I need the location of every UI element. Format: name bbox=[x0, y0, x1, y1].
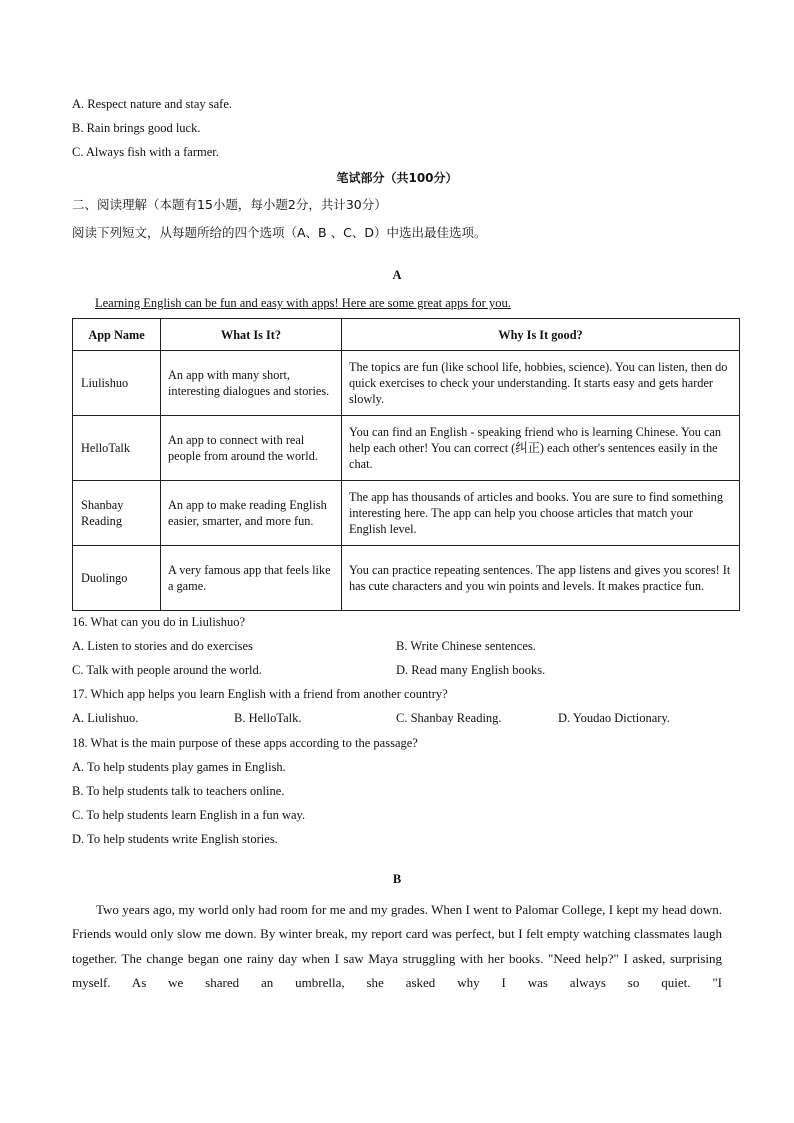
header-why-good: Why Is It good? bbox=[342, 319, 740, 351]
app-what-cell: A very famous app that feels like a game. bbox=[161, 546, 342, 611]
app-why-cell: The app has thousands of articles and books. You are sure to find something interesting here. The app can help you choose articles that match your English level. bbox=[342, 481, 740, 546]
app-name-cell: Shanbay Reading bbox=[73, 481, 161, 546]
table-row bbox=[73, 481, 740, 546]
question-17-option-c: C. Shanbay Reading. bbox=[396, 711, 502, 725]
question-18-stem: 18. What is the main purpose of these apps according to the passage? bbox=[72, 736, 418, 750]
app-why-cell: The topics are fun (like school life, hobbies, science). You can listen, then do quick exercises to check your understanding. It starts easy and gets harder slowly. bbox=[342, 351, 740, 416]
app-name-cell: Duolingo bbox=[73, 546, 161, 611]
prev-option-b: B. Rain brings good luck. bbox=[72, 121, 201, 135]
question-18-option-c: C. To help students learn English in a fun way. bbox=[72, 808, 306, 822]
apps-table bbox=[72, 318, 740, 611]
question-16-option-a: A. Listen to stories and do exercises bbox=[72, 639, 253, 653]
passage-b-label: B bbox=[392, 872, 402, 886]
question-18-option-a: A. To help students play games in English. bbox=[72, 760, 286, 774]
part2-heading: 二、阅读理解（本题有15小题，每小题2分，共计30分） bbox=[72, 197, 387, 212]
app-what-cell: An app with many short, interesting dialogues and stories. bbox=[161, 351, 342, 416]
question-17-option-d: D. Youdao Dictionary. bbox=[558, 711, 671, 725]
part2-instruction: 阅读下列短文，从每题所给的四个选项（A、B 、C、D）中选出最佳选项。 bbox=[72, 225, 487, 240]
passage-b-text bbox=[72, 898, 722, 995]
table-row bbox=[73, 546, 740, 611]
question-16-option-d: D. Read many English books. bbox=[396, 663, 546, 677]
prev-option-a: A. Respect nature and stay safe. bbox=[72, 97, 233, 111]
section-title: 笔试部分（共100分） bbox=[336, 171, 458, 185]
passage-a-intro: Learning English can be fun and easy with apps! Here are some great apps for you. bbox=[95, 296, 511, 310]
app-what-cell: An app to connect with real people from around the world. bbox=[161, 416, 342, 481]
table-row bbox=[73, 416, 740, 481]
table-header-row bbox=[73, 319, 740, 351]
app-why-cell: You can practice repeating sentences. The app listens and gives you scores! It has cute characters and you win points and levels. It makes practice fun. bbox=[342, 546, 740, 611]
prev-option-c: C. Always fish with a farmer. bbox=[72, 145, 219, 159]
header-what-is-it: What Is It? bbox=[161, 319, 342, 351]
passage-a-label: A bbox=[392, 268, 402, 282]
question-18-option-b: B. To help students talk to teachers online. bbox=[72, 784, 285, 798]
app-what-cell: An app to make reading English easier, smarter, and more fun. bbox=[161, 481, 342, 546]
question-17-stem: 17. Which app helps you learn English with a friend from another country? bbox=[72, 687, 448, 701]
question-16-option-c: C. Talk with people around the world. bbox=[72, 663, 262, 677]
app-name-cell: Liulishuo bbox=[73, 351, 161, 416]
header-app-name: App Name bbox=[73, 319, 161, 351]
passage-b-paragraph: Two years ago, my world only had room for me and my grades. When I went to Palomar College, I kept my head down. Friends would only slow me down. By winter break, my report card was perfect, but I felt empty watching classmates laugh together. The change began one rainy day when I saw Maya struggling with her books. "Need help?" I asked, surprising myself. As we shared an umbrella, she asked why I was always so quiet. "I bbox=[72, 902, 722, 990]
question-17-option-b: B. HelloTalk. bbox=[234, 711, 302, 725]
app-why-cell: You can find an English - speaking friend who is learning Chinese. You can help each other! You can correct (纠正) each other's sentences easily in the chat. bbox=[342, 416, 740, 481]
table-row bbox=[73, 351, 740, 416]
question-16-option-b: B. Write Chinese sentences. bbox=[396, 639, 536, 653]
question-17-option-a: A. Liulishuo. bbox=[72, 711, 139, 725]
question-18-option-d: D. To help students write English stories. bbox=[72, 832, 278, 846]
app-name-cell: HelloTalk bbox=[73, 416, 161, 481]
question-16-stem: 16. What can you do in Liulishuo? bbox=[72, 615, 246, 629]
